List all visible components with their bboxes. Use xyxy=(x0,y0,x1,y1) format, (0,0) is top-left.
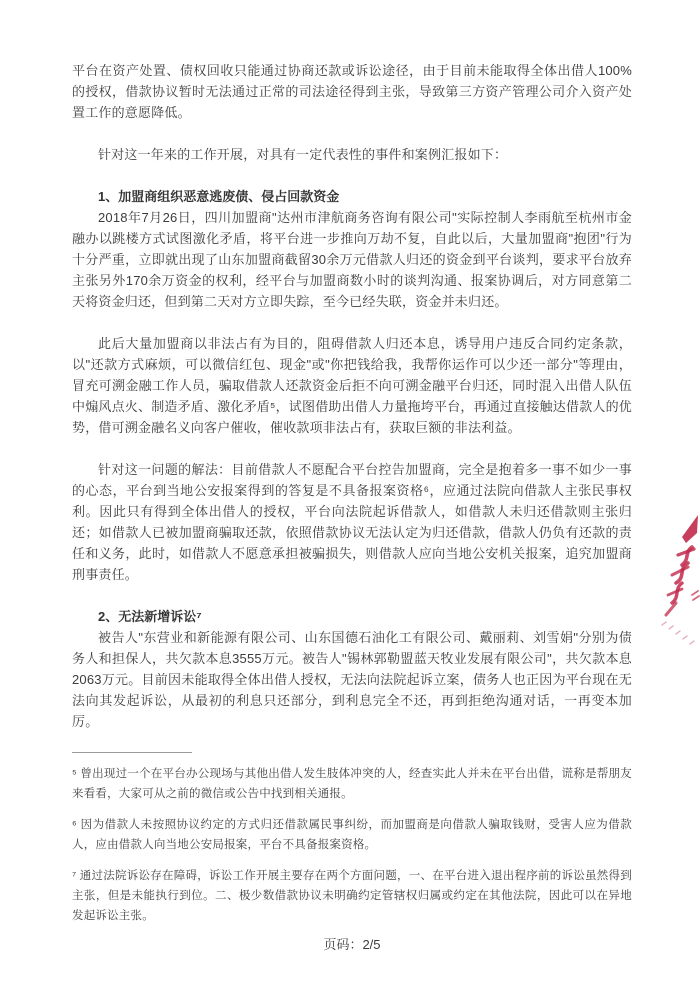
red-stamp-icon xyxy=(648,503,700,653)
section-1-heading: 1、加盟商组织恶意逃废债、侵占回款资金 xyxy=(98,189,340,204)
paragraph-report-intro: 针对这一年来的工作开展，对具有一定代表性的事件和案例汇报如下： xyxy=(98,147,508,162)
footnote-6: ⁶ 因为借款人未按照协议约定的方式归还借款属民事纠纷，而加盟商是向借款人骗取钱财，受害人应为借款人，应由借款人向当地公安局报案，平台不具备报案资格。 xyxy=(72,819,632,851)
paragraph-solution: 针对这一问题的解法：目前借款人不愿配合平台控告加盟商，完全是抱着多一事不如少一事的心态，平台到当地公安报案得到的答复是不具备报案资格⁶，应通过法院向借款人主张民事权利。因此只有得到全体出借人的授权，平台向法院起诉借款人，如借款人未归还借款则主张归还；如借款人已被加盟商骗取还款，依照借款协议无法认定为归还借款，借款人仍负有还款的责任和义务，此时，如借款人不愿意承担被骗损失，则借款人应向当地公安机关报案，追究加盟商刑事责任。 xyxy=(72,462,632,582)
section-2-heading: 2、无法新增诉讼⁷ xyxy=(98,609,202,624)
paragraph-asset-disposal: 平台在资产处置、债权回收只能通过协商还款或诉讼途径，由于目前未能取得全体出借人100%的授权，借款协议暂时无法通过正常的司法途径得到主张，导致第三方资产管理公司介入资产处置工作的意愿降低。 xyxy=(72,63,632,120)
paragraph-illegal-possession: 此后大量加盟商以非法占有为目的，阻碍借款人归还本息，诱导用户违反合同约定条款，以"还款方式麻烦，可以微信红包、现金"或"你把钱给我，我帮你运作可以少还一部分"等理由，冒充可溯金融工作人员，骗取借款人还款资金后拒不向可溯金融平台归还，同时混入出借人队伍中煽风点火、制造矛盾、激化矛盾⁵，试图借助出借人力量拖垮平台，再通过直接触达借款人的优势，借可溯金融名义向客户催收，催收款项非法占有，获取巨额的非法利益。 xyxy=(72,336,632,435)
page-number-label: 页码：2/5 xyxy=(323,937,381,952)
paragraph-franchisee-incident: 2018年7月26日，四川加盟商"达州市津航商务咨询有限公司"实际控制人李雨航至杭州市金融办以跳楼方式试图激化矛盾，将平台进一步推向万劫不复，自此以后，大量加盟商"抱团"行为十分严重，立即就出现了山东加盟商截留30余万元借款人归还的资金到平台谈判，要求平台放弃主张另外170余万资金的权利，经平台与加盟商数小时的谈判沟通、报案协调后，对方同意第二天将资金归还，但到第二天对方立即失踪，至今已经失联，资金并未归还。 xyxy=(72,210,632,309)
footnote-separator xyxy=(72,752,192,753)
document-body xyxy=(72,60,632,955)
paragraph-defendants: 被告人"东营业和新能源有限公司、山东国德石油化工有限公司、戴丽莉、刘雪娟"分别为债务人和担保人，共欠款本息3555万元。被告人"锡林郭勒盟蓝天牧业发展有限公司"，共欠款本息2063万元。目前因未能取得全体出借人授权，无法向法院起诉立案，债务人也正因为平台现在无法向其发起诉讼，从最初的利息只还部分，到利息完全不还，再到拒绝沟通对话，一再变本加厉。 xyxy=(72,630,632,729)
footnote-7: ⁷ 通过法院诉讼存在障碍，诉讼工作开展主要存在两个方面问题，一、在平台进入退出程序前的诉讼虽然得到主张，但是未能执行到位。二、极少数借款协议未明确约定管辖权归属或约定在其他法院，因此可以在异地发起诉讼主张。 xyxy=(72,870,632,922)
footnote-5: ⁵ 曾出现过一个在平台办公现场与其他出借人发生肢体冲突的人，经查实此人并未在平台出借，谎称是帮朋友来看看，大家可从之前的微信或公告中找到相关通报。 xyxy=(72,768,632,800)
